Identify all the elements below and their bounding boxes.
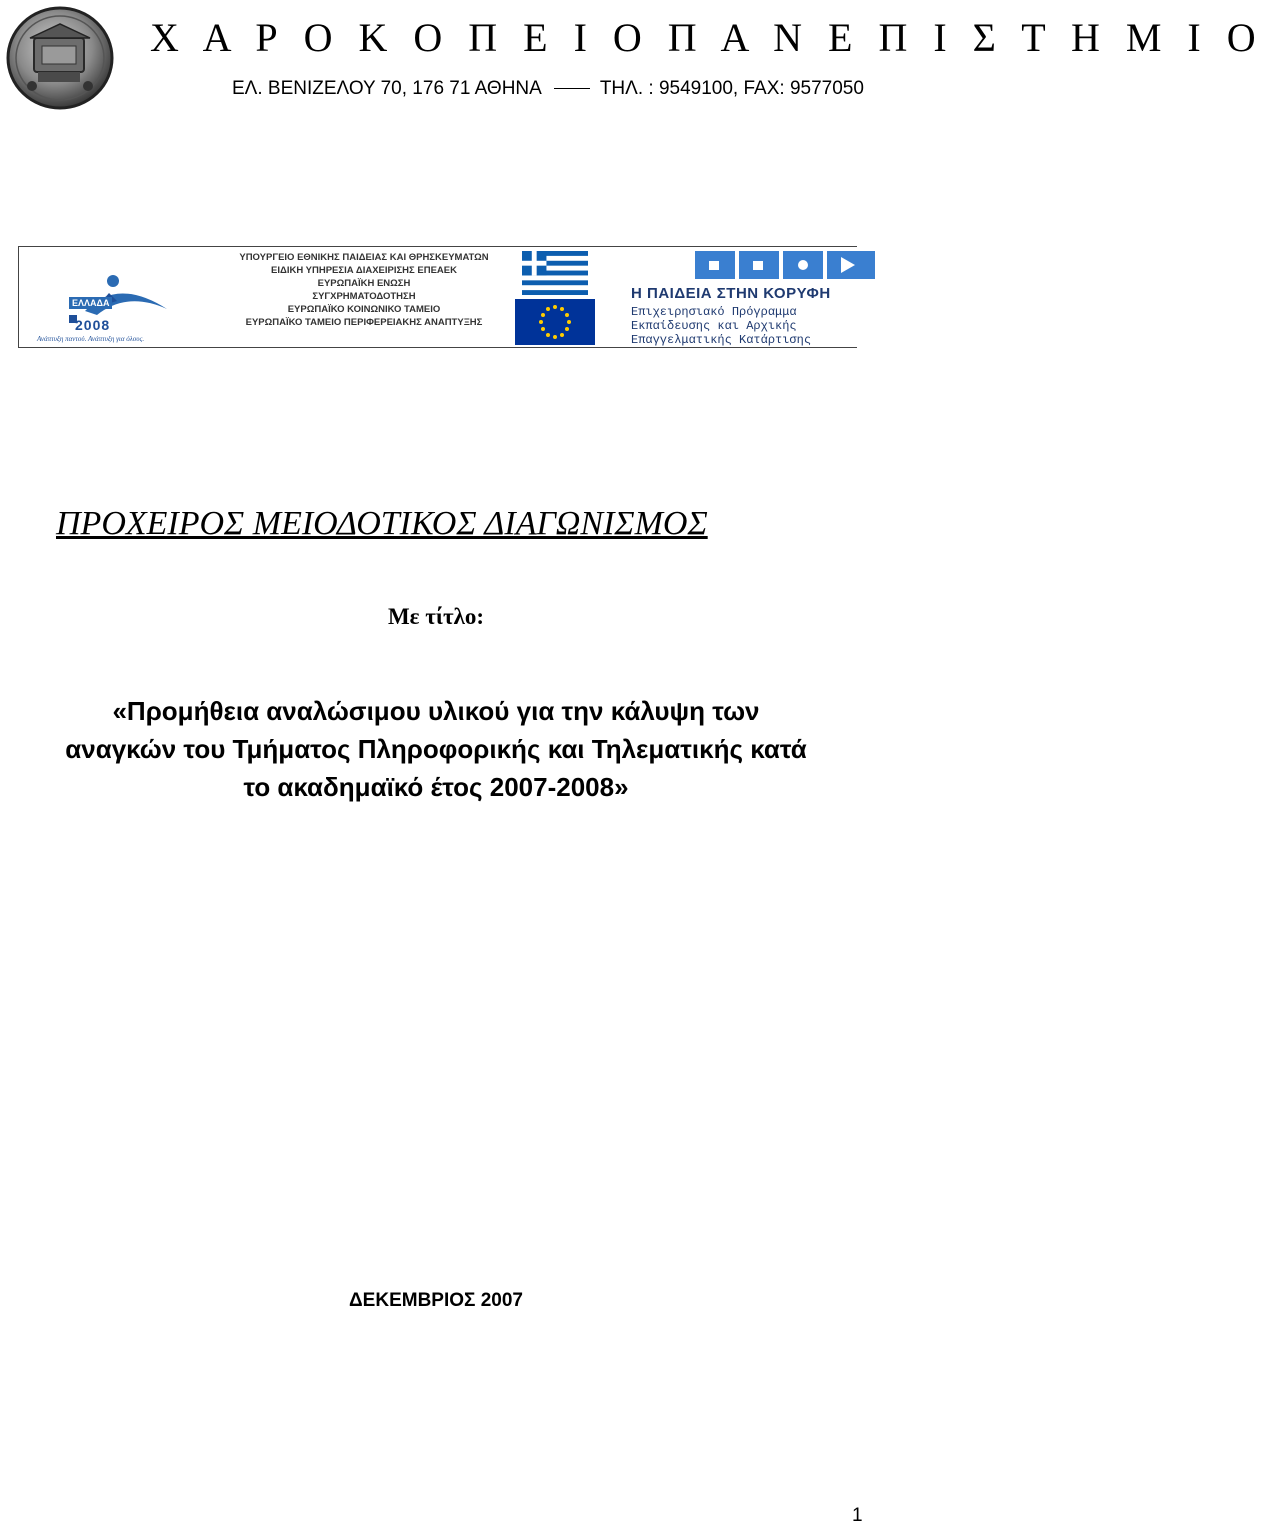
education-program-title: Η ΠΑΙΔΕΙΑ ΣΤΗΝ ΚΟΡΥΦΗ <box>631 285 831 302</box>
with-title-label: Με τίτλο: <box>387 604 485 629</box>
ministry-line: ΕΥΡΩΠΑΪΚΟ ΤΑΜΕΙΟ ΠΕΡΙΦΕΡΕΙΑΚΗΣ ΑΝΑΠΤΥΞΗΣ <box>245 317 483 328</box>
ministry-line: ΕΙΔΙΚΗ ΥΠΗΡΕΣΙΑ ΔΙΑΧΕΙΡΙΣΗΣ ΕΠΕΑΕΚ <box>271 265 457 276</box>
ministry-line: ΣΥΓΧΡΗΜΑΤΟΔΟΤΗΣΗ <box>312 291 416 302</box>
university-seal-logo <box>4 4 116 112</box>
program-logo-blocks <box>695 251 875 281</box>
address-separator <box>554 88 590 89</box>
subject-line: αναγκών του Τμήματος Πληροφορικής και Τηλεματικής κατά <box>65 734 807 764</box>
ellada-logo-text: ΕΛΛΑΔΑ <box>69 297 112 309</box>
eu-flag-icon <box>515 299 595 345</box>
education-sub-line: Επαγγελματικής Κατάρτισης <box>631 333 812 347</box>
page-number: 1 <box>852 1505 863 1526</box>
subject-line: «Προμήθεια αναλώσιμου υλικού για την κάλυψη των <box>112 696 760 726</box>
ministry-line: ΕΥΡΩΠΑΪΚΗ ΕΝΩΣΗ <box>317 278 411 289</box>
tender-title: ΠΡΟΧΕΙΡΟΣ ΜΕΙΟΔΟΤΙΚΟΣ ΔΙΑΓΩΝΙΣΜΟΣ <box>56 505 708 542</box>
university-address-line <box>232 76 864 102</box>
funding-banner <box>18 246 857 348</box>
address-text: ΕΛ. ΒΕΝΙΖΕΛΟΥ 70, 176 71 ΑΘΗΝΑ <box>232 78 542 99</box>
ministry-line: ΥΠΟΥΡΓΕΙΟ ΕΘΝΙΚΗΣ ΠΑΙΔΕΙΑΣ ΚΑΙ ΘΡΗΣΚΕΥΜΑΤΩΝ <box>239 252 489 263</box>
tender-subject <box>0 692 872 806</box>
ellada-year: 2008 <box>75 317 111 333</box>
ministry-text-block <box>225 251 503 329</box>
phone-fax-text: ΤΗΛ. : 9549100, FAX: 9577050 <box>599 78 864 99</box>
document-date: ΔΕΚΕΜΒΡΙΟΣ 2007 <box>349 1290 523 1311</box>
ministry-line: ΕΥΡΩΠΑΪΚΟ ΚΟΙΝΩΝΙΚΟ ΤΑΜΕΙΟ <box>287 304 441 315</box>
greek-flag-icon <box>515 251 595 295</box>
education-program-subtitle <box>631 305 811 347</box>
university-name: Χ Α Ρ Ο Κ Ο Π Ε Ι Ο Π Α Ν Ε Π Ι Σ Τ Η Μ Ι Ο <box>150 15 1264 60</box>
education-sub-line: Εκπαίδευσης και Αρχικής <box>631 319 797 333</box>
ellada-slogan: Ανάπτυξη παντού. Ανάπτυξη για όλους. <box>37 335 145 343</box>
education-sub-line: Επιχειρησιακό Πρόγραμμα <box>631 305 797 319</box>
subject-line: το ακαδημαϊκό έτος 2007-2008» <box>243 772 629 802</box>
